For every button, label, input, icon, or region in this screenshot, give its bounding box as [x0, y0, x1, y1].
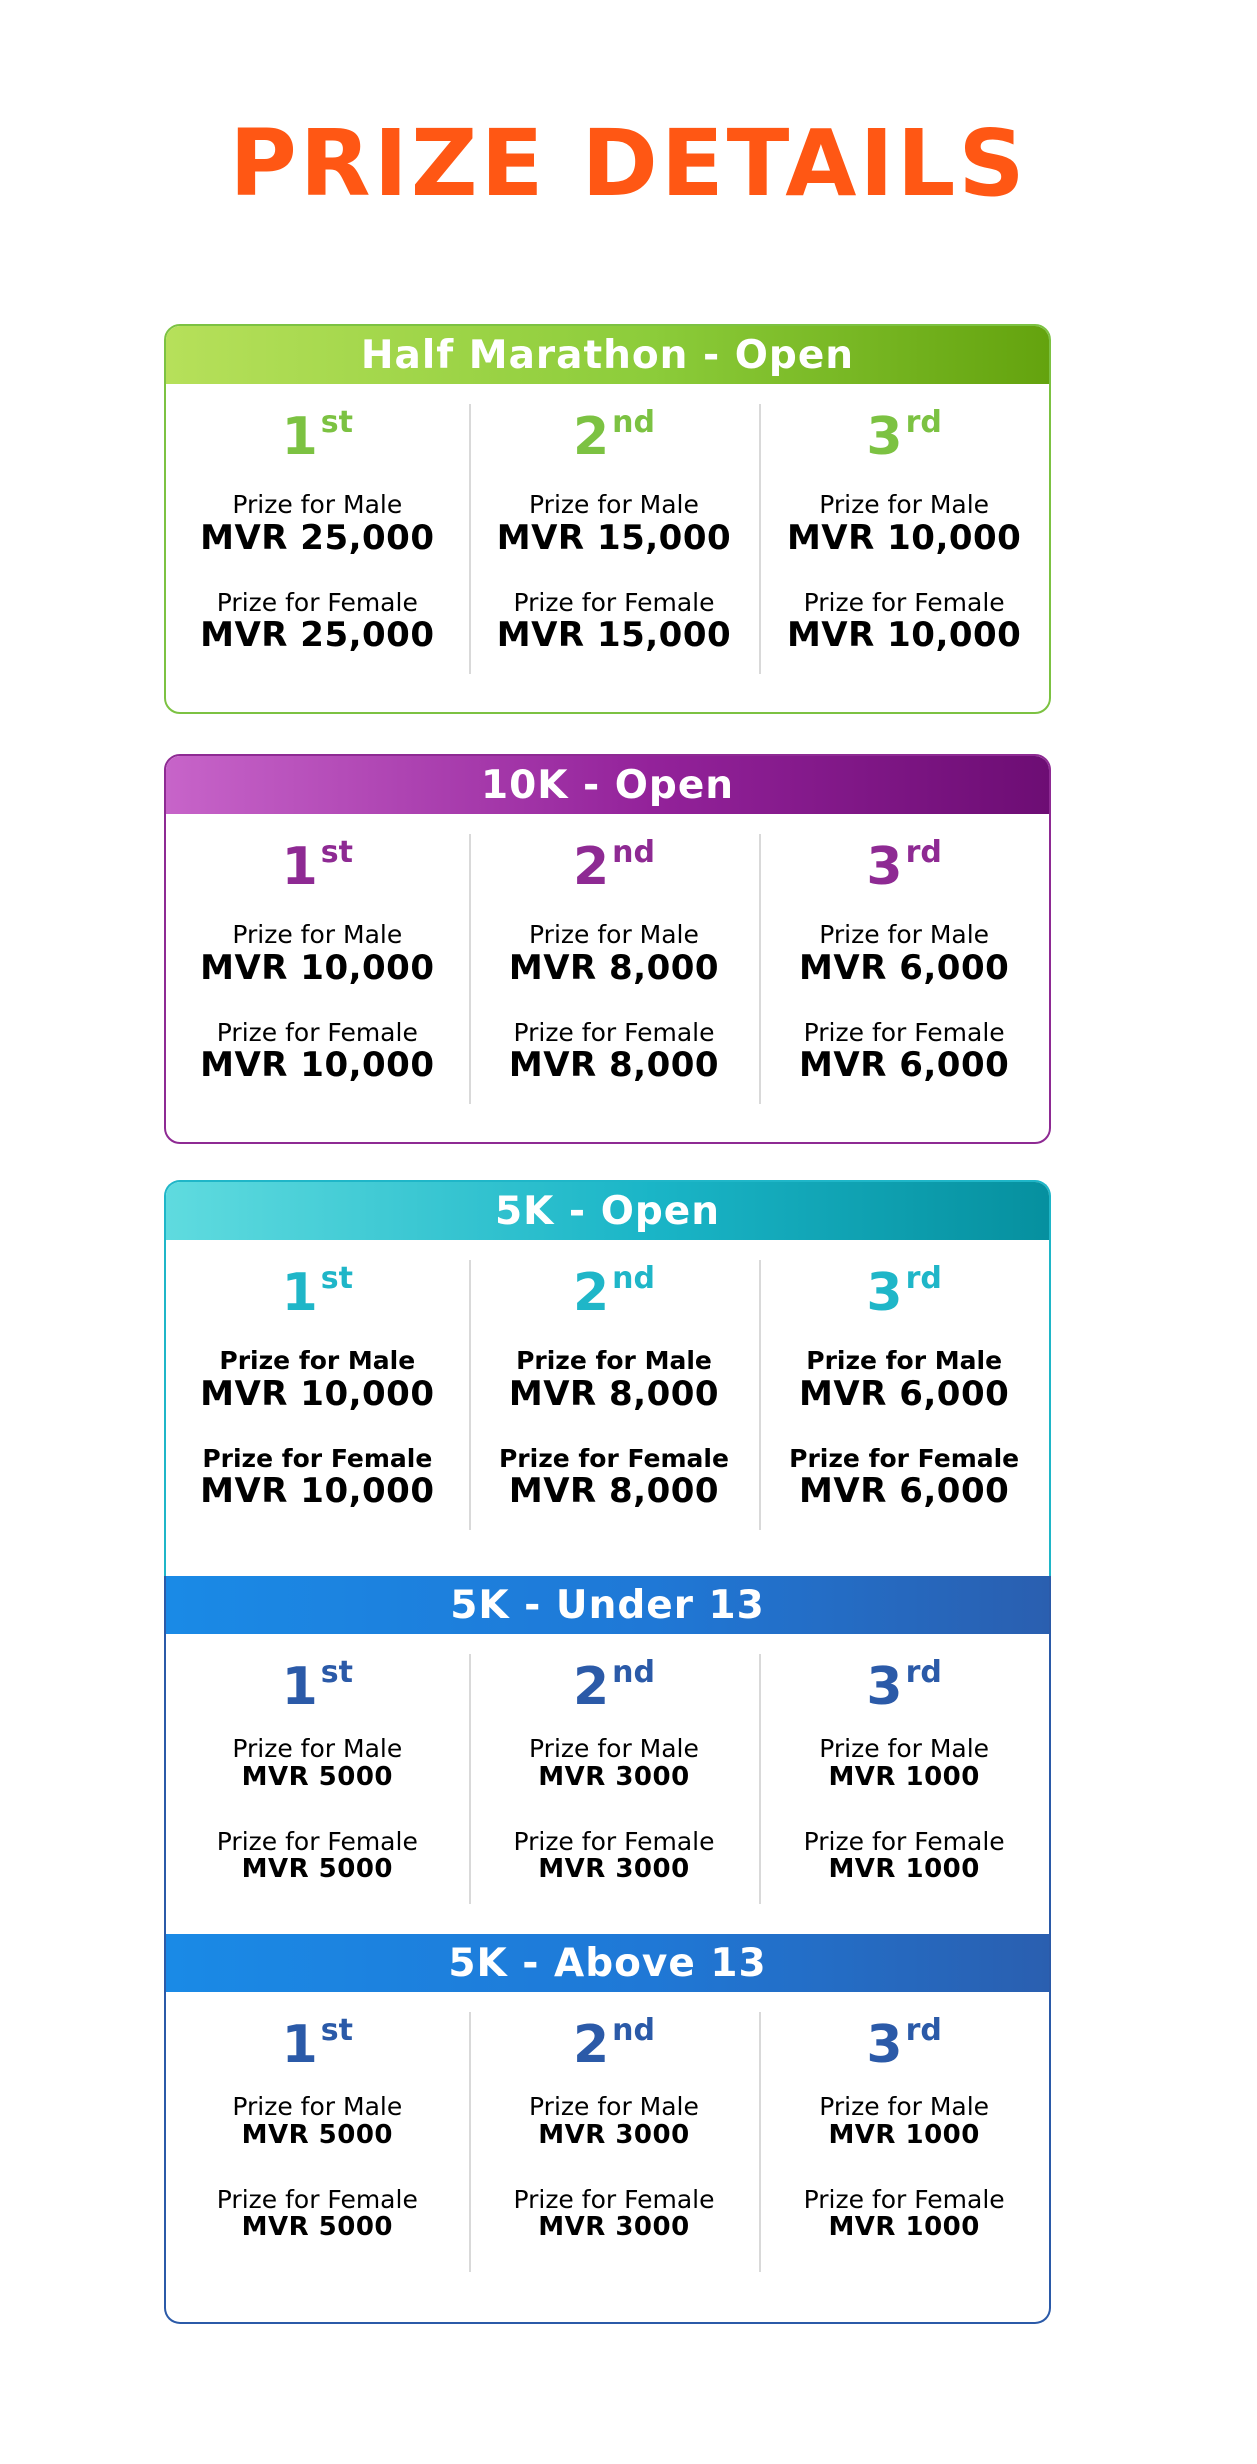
- place-rank: [866, 1261, 942, 1323]
- male-prize-amount: MVR 6,000: [799, 947, 1010, 988]
- place-suffix: st: [320, 1261, 353, 1296]
- column-divider: [759, 2012, 761, 2272]
- place-rank: [866, 2013, 942, 2075]
- place-suffix: st: [320, 1655, 353, 1690]
- place-number: 1: [281, 1263, 318, 1323]
- male-prize-amount: MVR 25,000: [200, 517, 435, 558]
- place-suffix: rd: [905, 1261, 942, 1296]
- female-prize-label: Prize for Female: [216, 1017, 418, 1047]
- place-suffix: nd: [612, 1655, 655, 1690]
- female-prize-amount: MVR 3000: [538, 1854, 690, 1885]
- female-prize-label: Prize for Female: [216, 2184, 418, 2214]
- place-suffix: rd: [905, 405, 942, 440]
- place-number: 3: [866, 2015, 903, 2075]
- prize-column: [759, 1261, 1049, 1512]
- place-suffix: nd: [612, 2013, 655, 2048]
- prize-column: [759, 1655, 1049, 1885]
- place-rank: [281, 835, 353, 897]
- female-prize-label: Prize for Female: [803, 1826, 1005, 1856]
- place-rank: [866, 835, 942, 897]
- male-prize-amount: MVR 5000: [241, 1761, 394, 1792]
- prize-card-header: 5K - Under 13: [166, 1576, 1049, 1634]
- male-prize-label: Prize for Male: [819, 2092, 990, 2121]
- female-prize-amount: MVR 5000: [241, 1854, 394, 1885]
- place-suffix: st: [320, 835, 353, 870]
- male-prize-amount: MVR 10,000: [200, 947, 435, 988]
- place-suffix: nd: [612, 1261, 655, 1296]
- prize-column: [166, 1655, 469, 1885]
- male-prize-label: Prize for Male: [529, 490, 699, 519]
- place-number: 3: [866, 1263, 903, 1323]
- place-number: 2: [572, 1657, 610, 1717]
- place-number: 3: [866, 1657, 903, 1717]
- female-prize-label: Prize for Female: [498, 1443, 729, 1473]
- prize-column: [469, 405, 760, 656]
- place-suffix: st: [320, 405, 353, 440]
- prize-card-body: [166, 1240, 1049, 1510]
- female-prize-label: Prize for Female: [803, 587, 1005, 617]
- female-prize-amount: MVR 6,000: [799, 1045, 1010, 1086]
- prize-card-header: 5K - Open: [166, 1182, 1049, 1240]
- place-number: 1: [281, 837, 318, 897]
- column-divider: [469, 834, 471, 1104]
- male-prize-label: Prize for Male: [516, 1346, 712, 1375]
- male-prize-label: Prize for Male: [219, 1346, 416, 1375]
- prize-column: [469, 1655, 760, 1885]
- place-number: 2: [572, 2015, 610, 2075]
- place-number: 1: [281, 1657, 318, 1717]
- place-number: 1: [281, 407, 318, 467]
- male-prize-label: Prize for Male: [232, 1734, 403, 1763]
- male-prize-label: Prize for Male: [529, 2092, 699, 2121]
- male-prize-amount: MVR 10,000: [786, 517, 1022, 558]
- place-number: 2: [572, 407, 610, 467]
- prize-column: [759, 835, 1049, 1086]
- male-prize-label: Prize for Male: [819, 490, 990, 519]
- prize-card: [164, 324, 1051, 714]
- male-prize-amount: MVR 3000: [538, 2119, 690, 2150]
- female-prize-label: Prize for Female: [803, 2184, 1005, 2214]
- prize-column: [166, 1261, 469, 1512]
- place-rank: [281, 1655, 353, 1717]
- place-rank: [572, 1655, 655, 1717]
- female-prize-label: Prize for Female: [513, 2184, 715, 2214]
- female-prize-label: Prize for Female: [216, 1826, 418, 1856]
- prize-column: [166, 405, 469, 656]
- prize-card-header: 5K - Above 13: [166, 1934, 1049, 1992]
- place-rank: [572, 2013, 655, 2075]
- column-divider: [469, 2012, 471, 2272]
- male-prize-amount: MVR 1000: [828, 1761, 980, 1792]
- place-number: 2: [572, 837, 610, 897]
- male-prize-label: Prize for Male: [529, 1734, 699, 1763]
- column-divider: [469, 404, 471, 674]
- male-prize-label: Prize for Male: [806, 1346, 1003, 1375]
- place-rank: [866, 405, 942, 467]
- prize-card: [164, 1576, 1051, 1936]
- female-prize-label: Prize for Female: [216, 587, 418, 617]
- prize-card-body: [166, 384, 1049, 654]
- column-divider: [469, 1654, 471, 1904]
- prize-card: [164, 754, 1051, 1144]
- place-suffix: nd: [612, 835, 655, 870]
- place-number: 2: [572, 1263, 610, 1323]
- page-title: PRIZE DETAILS: [229, 110, 1028, 217]
- prize-card-header: 10K - Open: [166, 756, 1049, 814]
- male-prize-label: Prize for Male: [819, 1734, 990, 1763]
- prize-column: [469, 835, 760, 1086]
- female-prize-amount: MVR 10,000: [200, 1045, 435, 1086]
- place-rank: [572, 1261, 655, 1323]
- prize-column: [469, 1261, 760, 1512]
- male-prize-label: Prize for Male: [232, 490, 403, 519]
- prize-column: [759, 2013, 1049, 2243]
- female-prize-label: Prize for Female: [513, 587, 715, 617]
- male-prize-label: Prize for Male: [819, 920, 990, 949]
- male-prize-label: Prize for Male: [232, 920, 403, 949]
- male-prize-amount: MVR 8,000: [508, 947, 720, 988]
- place-suffix: st: [320, 2013, 353, 2048]
- place-number: 3: [866, 837, 903, 897]
- male-prize-amount: MVR 6,000: [799, 1373, 1010, 1414]
- female-prize-label: Prize for Female: [789, 1443, 1020, 1473]
- male-prize-amount: MVR 15,000: [496, 517, 732, 558]
- place-suffix: nd: [612, 405, 655, 440]
- place-rank: [281, 405, 353, 467]
- prize-column: [166, 2013, 469, 2243]
- place-suffix: rd: [905, 835, 942, 870]
- male-prize-amount: MVR 5000: [241, 2119, 394, 2150]
- prize-card: [164, 1934, 1051, 2324]
- column-divider: [759, 404, 761, 674]
- female-prize-amount: MVR 10,000: [786, 615, 1022, 656]
- female-prize-amount: MVR 5000: [241, 2212, 394, 2243]
- female-prize-label: Prize for Female: [202, 1443, 433, 1473]
- column-divider: [759, 834, 761, 1104]
- prize-card-body: [166, 814, 1049, 1084]
- male-prize-amount: MVR 1000: [828, 2119, 980, 2150]
- column-divider: [469, 1260, 471, 1530]
- place-rank: [572, 405, 655, 467]
- female-prize-label: Prize for Female: [803, 1017, 1005, 1047]
- place-suffix: rd: [905, 2013, 942, 2048]
- female-prize-label: Prize for Female: [513, 1017, 715, 1047]
- place-number: 3: [866, 407, 903, 467]
- female-prize-amount: MVR 1000: [828, 2212, 980, 2243]
- female-prize-amount: MVR 10,000: [200, 1471, 435, 1512]
- place-suffix: rd: [905, 1655, 942, 1690]
- female-prize-label: Prize for Female: [513, 1826, 715, 1856]
- female-prize-amount: MVR 3000: [538, 2212, 690, 2243]
- place-rank: [281, 1261, 353, 1323]
- female-prize-amount: MVR 8,000: [508, 1471, 720, 1512]
- column-divider: [759, 1654, 761, 1904]
- male-prize-amount: MVR 8,000: [508, 1373, 720, 1414]
- prize-column: [759, 405, 1049, 656]
- female-prize-amount: MVR 15,000: [496, 615, 732, 656]
- prize-card-header: Half Marathon - Open: [166, 326, 1049, 384]
- male-prize-label: Prize for Male: [529, 920, 699, 949]
- place-rank: [866, 1655, 942, 1717]
- prize-column: [166, 835, 469, 1086]
- prize-column: [469, 2013, 760, 2243]
- place-rank: [281, 2013, 353, 2075]
- female-prize-amount: MVR 25,000: [200, 615, 435, 656]
- prize-card-body: [166, 1992, 1049, 2242]
- prize-card: [164, 1180, 1051, 1578]
- prize-card-body: [166, 1634, 1049, 1884]
- male-prize-label: Prize for Male: [232, 2092, 403, 2121]
- place-number: 1: [281, 2015, 318, 2075]
- female-prize-amount: MVR 8,000: [508, 1045, 720, 1086]
- male-prize-amount: MVR 10,000: [200, 1373, 435, 1414]
- column-divider: [759, 1260, 761, 1530]
- male-prize-amount: MVR 3000: [538, 1761, 690, 1792]
- place-rank: [572, 835, 655, 897]
- female-prize-amount: MVR 1000: [828, 1854, 980, 1885]
- female-prize-amount: MVR 6,000: [799, 1471, 1010, 1512]
